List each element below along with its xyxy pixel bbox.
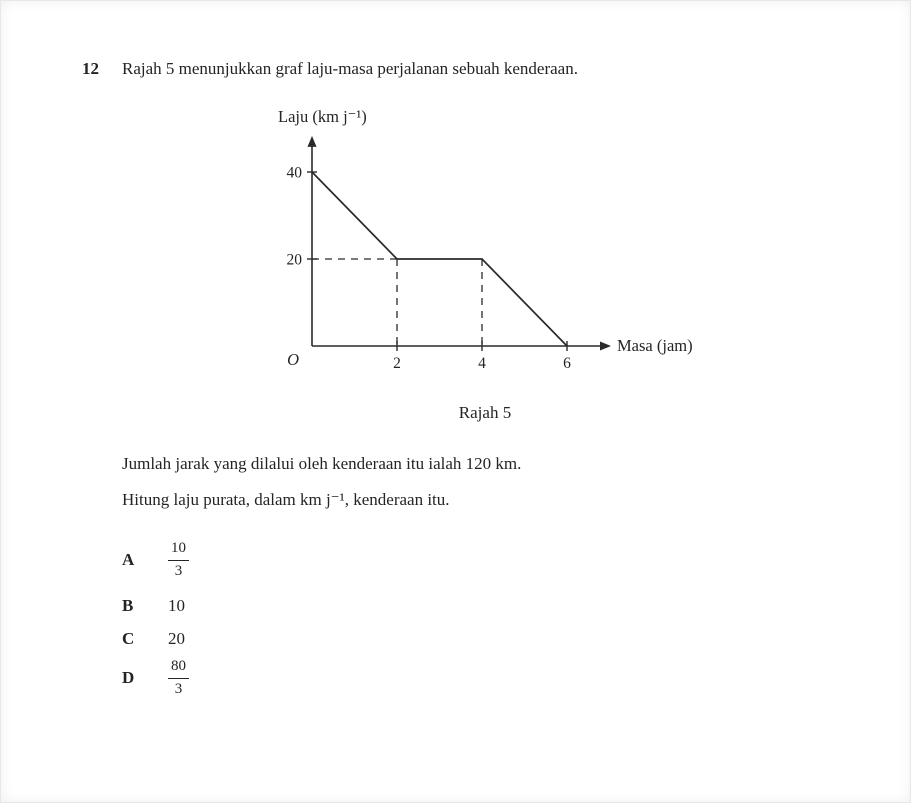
- option-d-denominator: 3: [174, 680, 183, 697]
- question-line: [82, 58, 851, 80]
- svg-text:20: 20: [286, 251, 302, 269]
- option-b-value: 10: [168, 595, 185, 615]
- svg-text:40: 40: [286, 164, 302, 182]
- speed-time-graph: [250, 100, 720, 392]
- option-d-value: [168, 658, 189, 698]
- svg-text:O: O: [287, 350, 299, 369]
- statement-distance: Jumlah jarak yang dilalui oleh kenderaan itu ialah 120 km.: [122, 454, 522, 473]
- option-a-value: [168, 540, 189, 580]
- svg-text:4: 4: [478, 355, 486, 372]
- option-d-numerator: 80: [168, 658, 189, 678]
- question-number: 12: [82, 59, 99, 78]
- option-a-denominator: 3: [174, 562, 183, 579]
- option-a-label: A: [122, 550, 135, 569]
- option-d-label: D: [122, 668, 135, 687]
- option-c-value: 20: [168, 628, 185, 648]
- option-c-label: C: [122, 628, 135, 648]
- figure-caption: Rajah 5: [458, 403, 512, 422]
- option-b: [122, 589, 851, 622]
- option-a: [122, 537, 851, 583]
- svg-text:2: 2: [393, 355, 401, 372]
- option-c: [122, 622, 851, 655]
- question-text: Rajah 5 menunjukkan graf laju-masa perjalanan sebuah kenderaan.: [122, 59, 578, 78]
- option-d: [122, 655, 851, 701]
- option-a-numerator: 10: [168, 540, 189, 560]
- speed-time-graph-figure: [250, 100, 720, 423]
- option-b-label: B: [122, 595, 134, 615]
- answer-options: [122, 537, 851, 701]
- svg-text:Masa (jam): Masa (jam): [617, 336, 693, 355]
- statement-question: Hitung laju purata, dalam km j⁻¹, kenderaan itu.: [122, 490, 450, 509]
- svg-text:6: 6: [563, 355, 571, 372]
- svg-text:Laju (km j⁻¹): Laju (km j⁻¹): [278, 107, 367, 126]
